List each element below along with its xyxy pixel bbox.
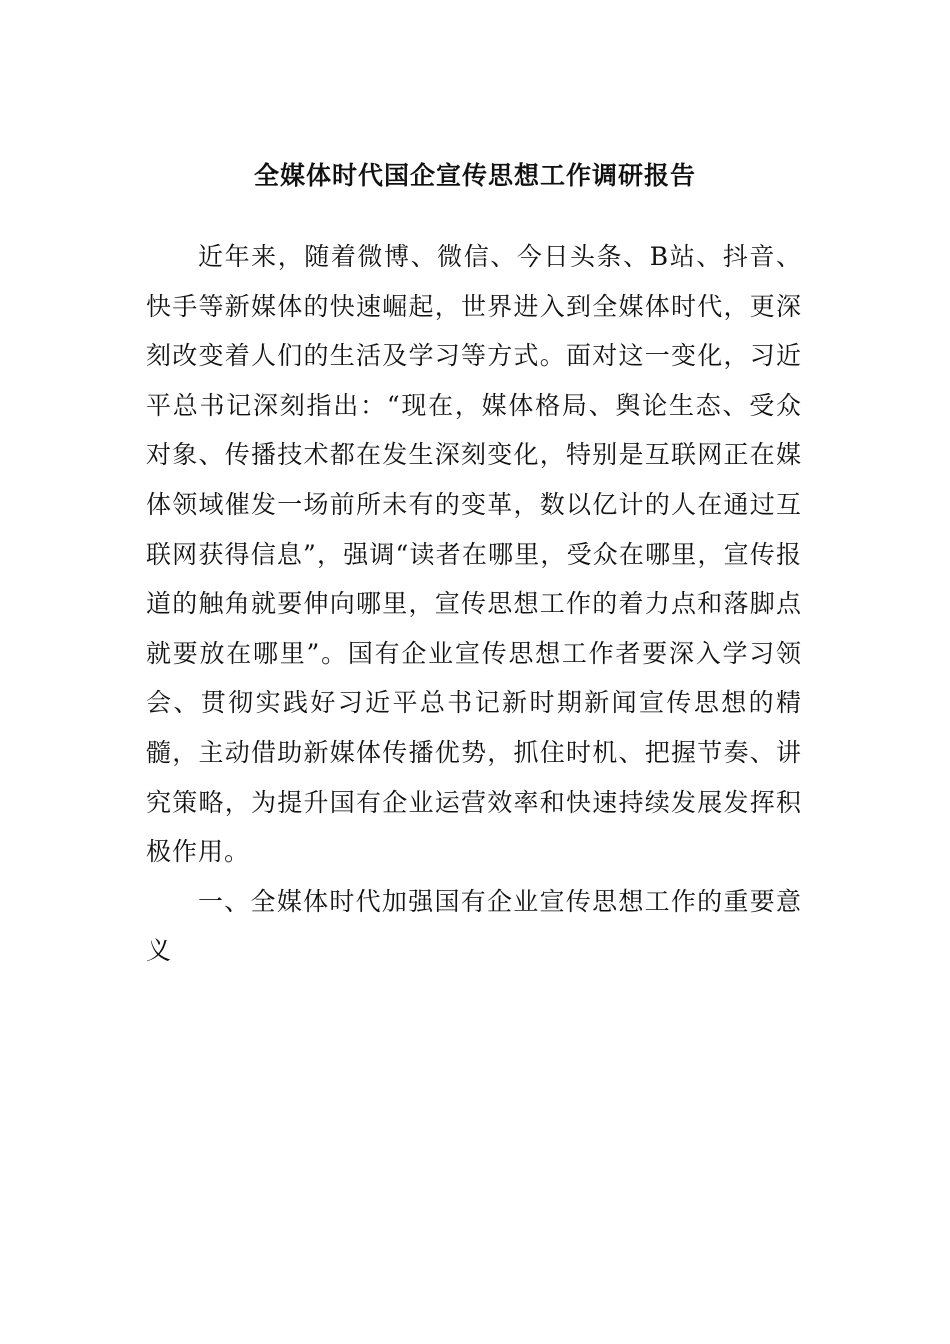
document-title: 全媒体时代国企宣传思想工作调研报告 [253, 161, 696, 190]
section-heading: 一、全媒体时代加强国有企业宣传思想工作的重要意义 [146, 886, 802, 966]
intro-paragraph: 近年来，随着微博、微信、今日头条、B站、抖音、快手等新媒体的快速崛起，世界进入到全媒体时代，更深刻改变着人们的生活及学习等方式。面对这一变化，习近平总书记深刻指出：“现在，媒体格局、舆论生态、受众对象、传播技术都在发生深刻变化，特别是互联网正在媒体领域催发一场前所未有的变革，数以亿计的人在通过互联网获得信息”，强调“读者在哪里，受众在哪里，宣传报道的触角就要伸向哪里，宣传思想工作的着力点和落脚点就要放在哪里”。国有企业宣传思想工作者要深入学习领会、贯彻实践好习近平总书记新时期新闻宣传思想的精髓，主动借助新媒体传播优势，抓住时机、把握节奏、讲究策略，为提升国有企业运营效率和快速持续发展发挥积极作用。 [146, 242, 802, 867]
document-body [146, 232, 802, 976]
